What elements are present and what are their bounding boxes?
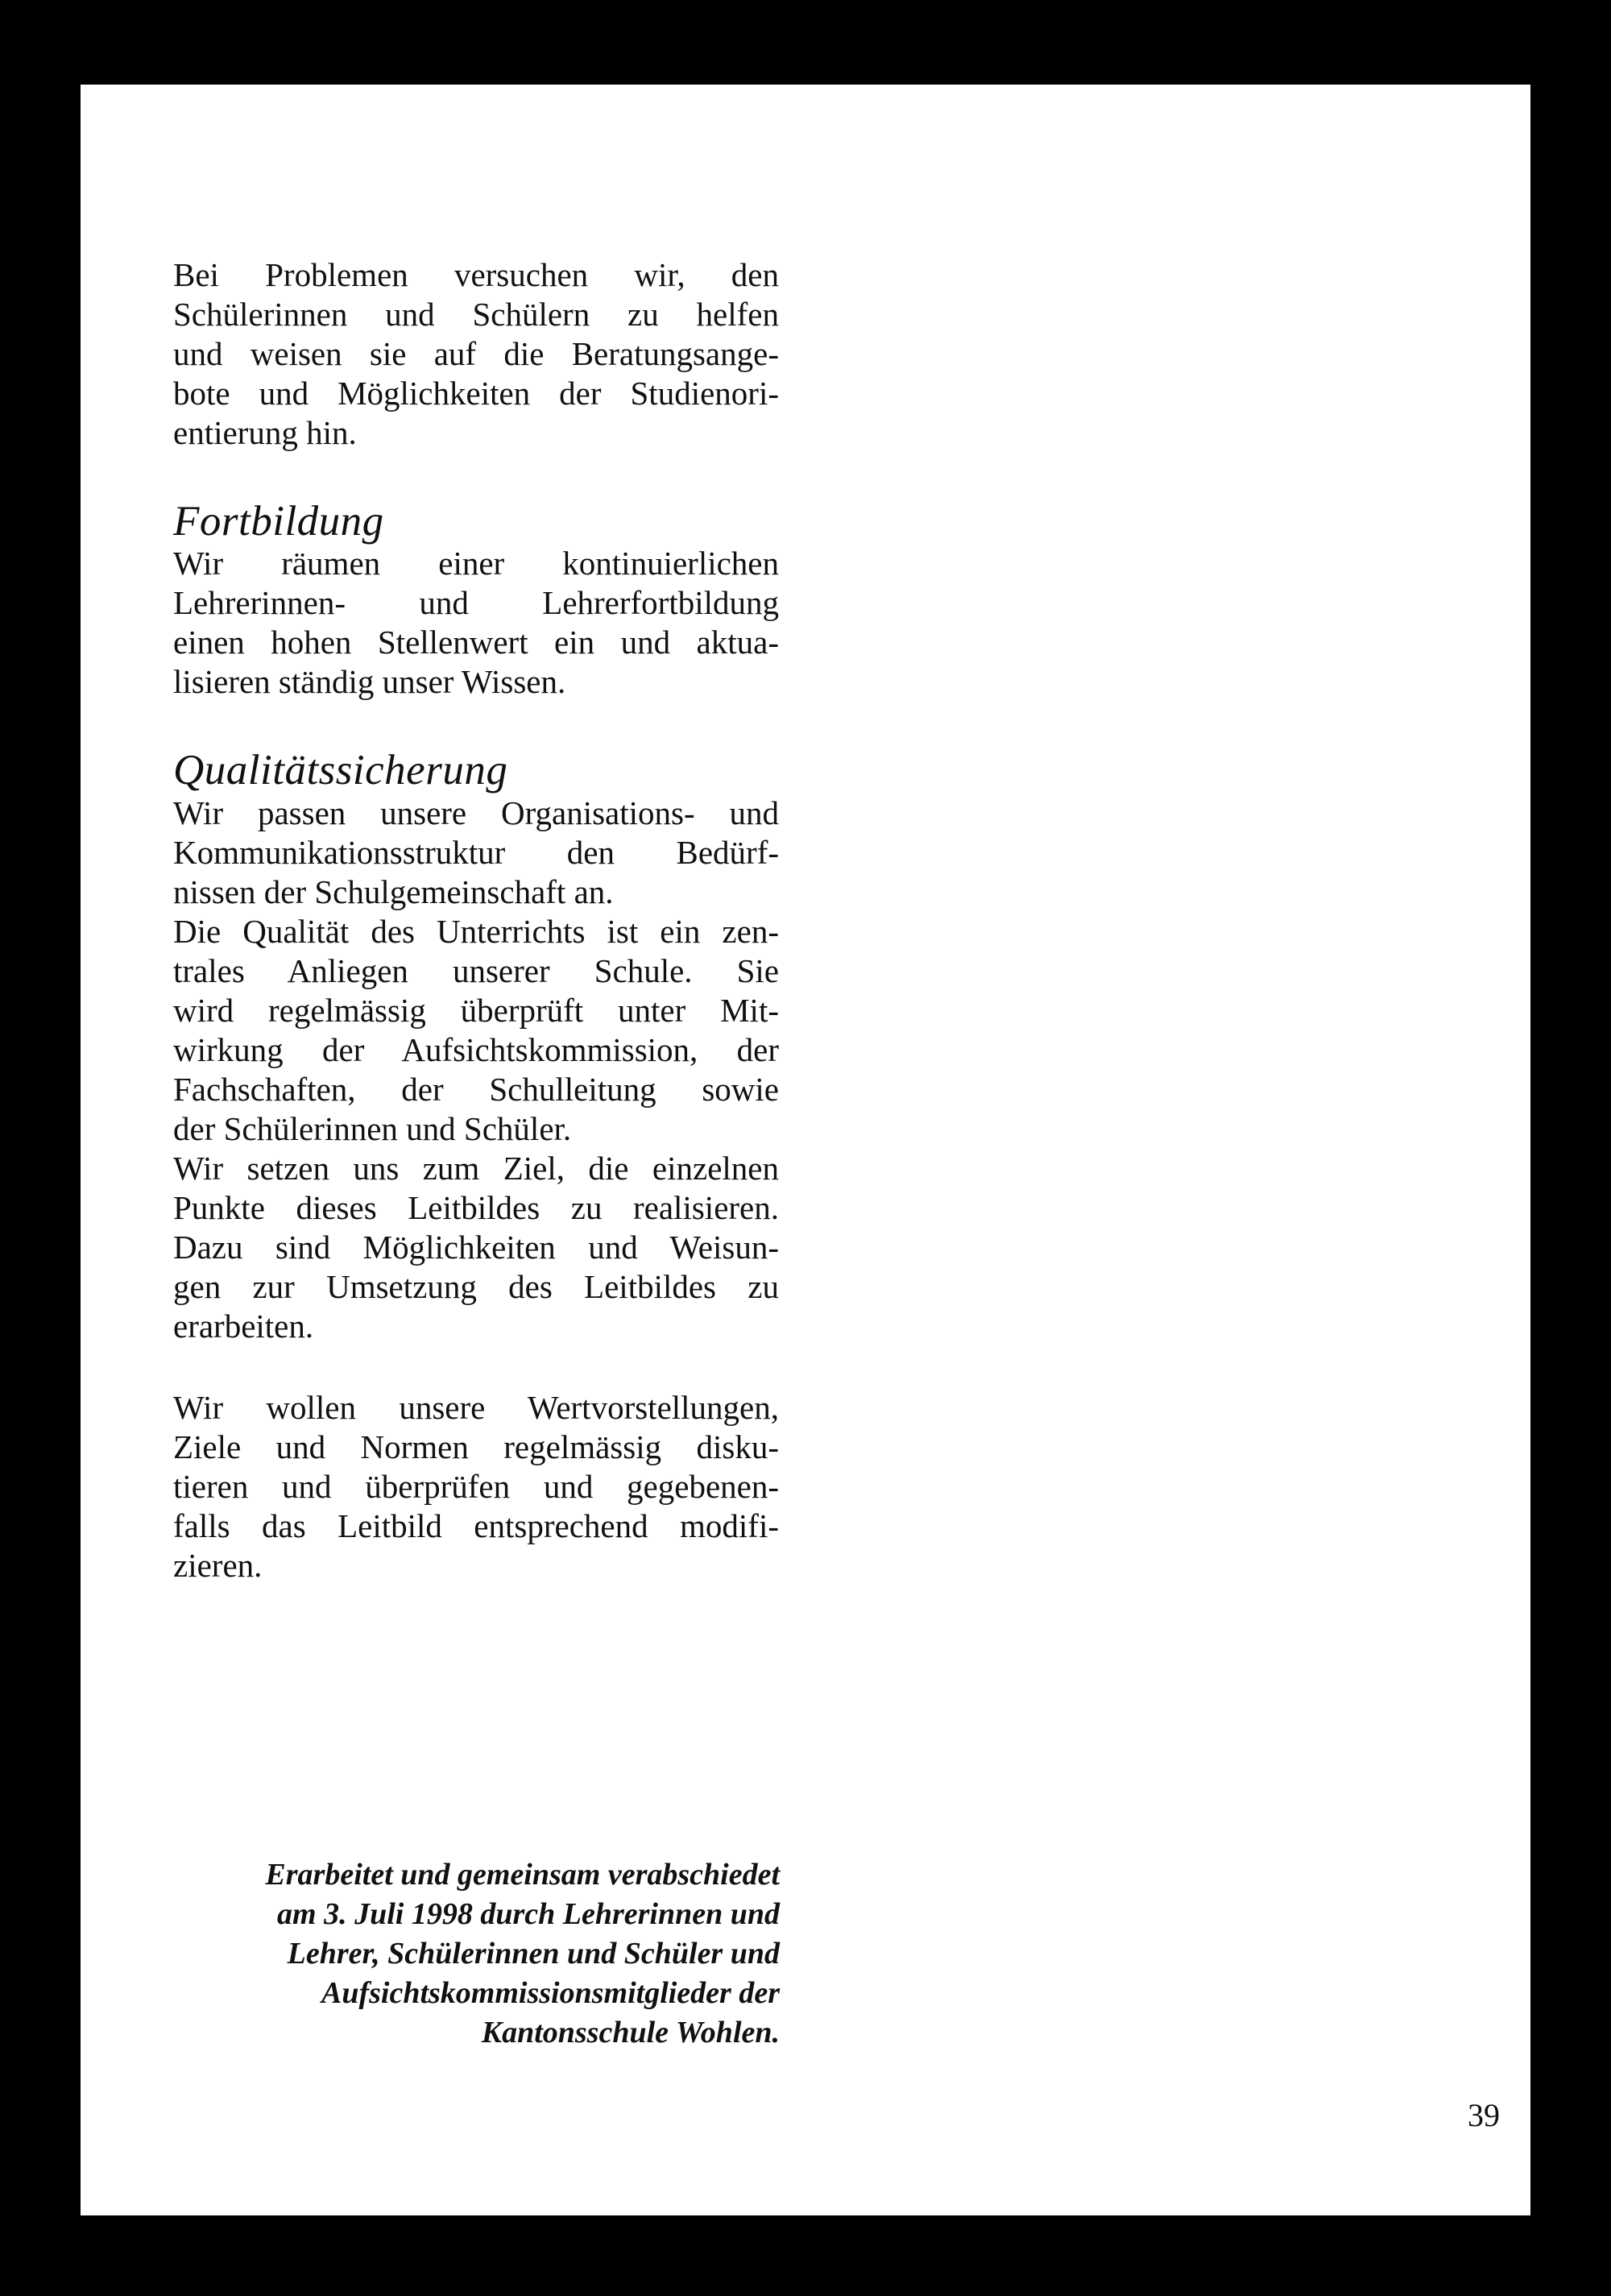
- text-line: Wir passen unsere Organisations- und: [173, 794, 779, 831]
- page-number: 39: [1468, 2097, 1500, 2133]
- text-line: tieren und überprüfen und gegebenen-: [173, 1468, 779, 1505]
- text-line: Punkte dieses Leitbildes zu realisieren.: [173, 1189, 779, 1226]
- text-line: Wir setzen uns zum Ziel, die einzelnen: [173, 1150, 779, 1187]
- signature-line: Kantonsschule Wohlen.: [481, 2016, 780, 2049]
- intro-paragraph: [173, 255, 779, 453]
- text-line: Fachschaften, der Schulleitung sowie: [173, 1071, 779, 1108]
- text-line: Bei Problemen versuchen wir, den: [173, 256, 779, 293]
- signature-block: [135, 1855, 780, 2053]
- qualitaetssicherung-paragraph: [173, 794, 779, 1346]
- text-line: nissen der Schulgemeinschaft an.: [173, 873, 614, 910]
- text-line: Wir räumen einer kontinuierlichen: [173, 545, 779, 582]
- closing-paragraph: [173, 1388, 779, 1585]
- text-line: Kommunikationsstruktur den Bedürf-: [173, 834, 779, 871]
- signature-line: Erarbeitet und gemeinsam verabschiedet: [265, 1858, 780, 1892]
- text-line: falls das Leitbild entsprechend modifi-: [173, 1507, 779, 1544]
- signature-line: Aufsichtskommissionsmitglieder der: [321, 1976, 780, 2010]
- text-line: erarbeiten.: [173, 1308, 314, 1345]
- text-line: Dazu sind Möglichkeiten und Weisun-: [173, 1229, 779, 1266]
- text-line: der Schülerinnen und Schüler.: [173, 1110, 572, 1147]
- text-line: lisieren ständig unser Wissen.: [173, 663, 566, 700]
- text-line: zieren.: [173, 1547, 263, 1584]
- text-line: entierung hin.: [173, 414, 357, 451]
- qualitaetssicherung-heading: Qualitätssicherung: [173, 747, 508, 794]
- text-line: und weisen sie auf die Beratungsange-: [173, 335, 779, 372]
- text-line: wird regelmässig überprüft unter Mit-: [173, 992, 779, 1029]
- text-line: Schülerinnen und Schülern zu helfen: [173, 296, 779, 333]
- text-line: wirkung der Aufsichtskommission, der: [173, 1031, 779, 1068]
- signature-line: Lehrer, Schülerinnen und Schüler und: [287, 1937, 780, 1971]
- text-line: Wir wollen unsere Wertvorstellungen,: [173, 1389, 779, 1426]
- text-line: einen hohen Stellenwert ein und aktua-: [173, 624, 779, 661]
- text-line: Lehrerinnen- und Lehrerfortbildung: [173, 584, 779, 621]
- text-line: bote und Möglichkeiten der Studienori-: [173, 375, 779, 412]
- document-page: [81, 85, 1530, 2215]
- text-line: Die Qualität des Unterrichts ist ein zen-: [173, 913, 779, 950]
- fortbildung-heading: Fortbildung: [173, 498, 384, 545]
- text-line: Ziele und Normen regelmässig disku-: [173, 1428, 779, 1465]
- text-line: trales Anliegen unserer Schule. Sie: [173, 952, 779, 989]
- signature-line: am 3. Juli 1998 durch Lehrerinnen und: [277, 1897, 780, 1931]
- fortbildung-paragraph: [173, 544, 779, 702]
- text-line: gen zur Umsetzung des Leitbildes zu: [173, 1268, 779, 1305]
